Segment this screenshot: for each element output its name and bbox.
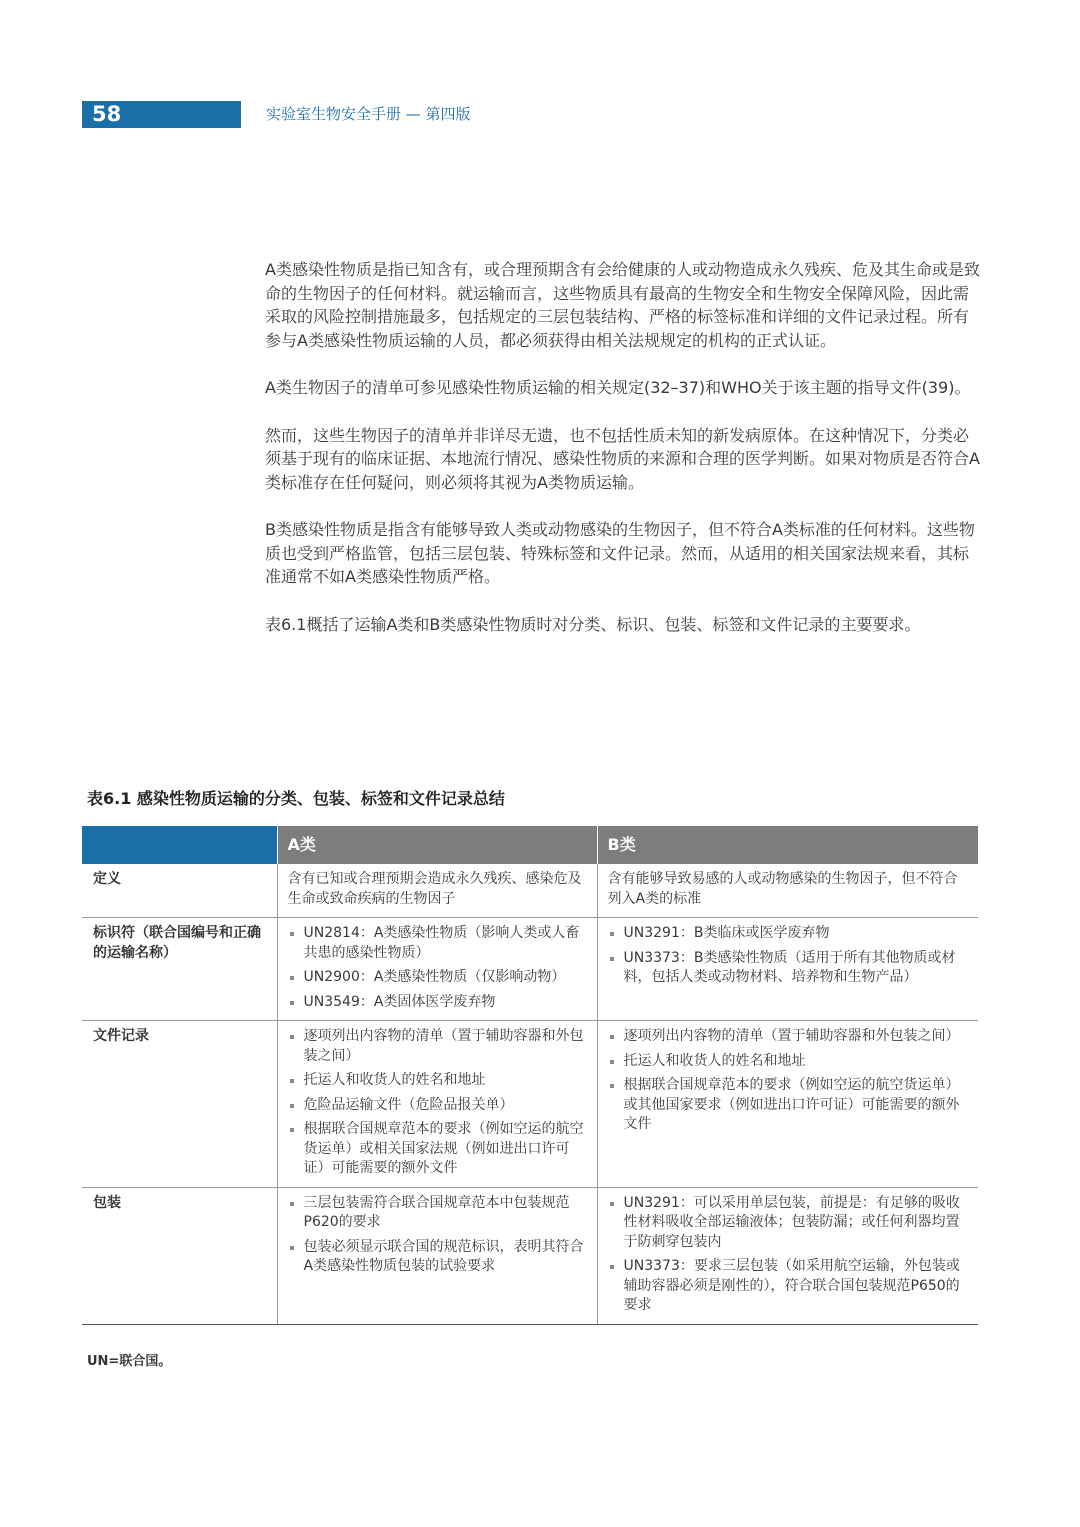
table-row [82, 918, 978, 1021]
cell-category-b [597, 1187, 978, 1324]
bullet-item: UN3549：A类固体医学废弃物 [288, 993, 587, 1013]
bullet-item: UN3373：B类感染性物质（适用于所有其他物质或材料，包括人类或动物材料、培养物和生物产品） [608, 949, 969, 988]
bullet-item: UN2900：A类感染性物质（仅影响动物） [288, 968, 587, 988]
bullet-list [288, 1194, 587, 1277]
table-row [82, 864, 978, 918]
bullet-item: UN3291：B类临床或医学废弃物 [608, 924, 969, 944]
cell-category-a [277, 1021, 597, 1188]
body-text [265, 258, 980, 660]
bullet-item: UN2814：A类感染性物质（影响人类或人畜共患的感染性物质） [288, 924, 587, 963]
bullet-list [608, 1194, 969, 1316]
table-caption: 表6.1 感染性物质运输的分类、包装、标签和文件记录总结 [87, 789, 505, 808]
bullet-item: 根据联合国规章范本的要求（例如空运的航空货运单）或相关国家法规（例如进出口许可证）可能需要的额外文件 [288, 1120, 587, 1179]
table-row [82, 1187, 978, 1324]
table-header-row [82, 826, 978, 864]
bullet-item: 三层包装需符合联合国规章范本中包装规范P620的要求 [288, 1194, 587, 1233]
bullet-item: 危险品运输文件（危险品报关单） [288, 1096, 587, 1116]
table-footnote: UN=联合国。 [87, 1354, 172, 1369]
running-title: 实验室生物安全手册 — 第四版 [266, 105, 471, 123]
bullet-item: 逐项列出内容物的清单（置于辅助容器和外包装之间） [608, 1027, 969, 1047]
cell-category-b: 含有能够导致易感的人或动物感染的生物因子，但不符合列入A类的标准 [597, 864, 978, 918]
row-label: 标识符（联合国编号和正确的运输名称） [82, 918, 277, 1021]
cell-category-a [277, 918, 597, 1021]
bullet-item: 托运人和收货人的姓名和地址 [288, 1071, 587, 1091]
paragraph: 表6.1概括了运输A类和B类感染性物质时对分类、标识、包装、标签和文件记录的主要要求。 [265, 614, 921, 634]
cell-category-a: 含有已知或合理预期会造成永久残疾、感染危及生命或致命疾病的生物因子 [277, 864, 597, 918]
bullet-item: 托运人和收货人的姓名和地址 [608, 1052, 969, 1072]
page-number: 58 [82, 101, 241, 128]
paragraph: A类生物因子的清单可参见感染性物质运输的相关规定(32–37)和WHO关于该主题的指导文件(39)。 [265, 378, 971, 397]
paragraph: 然而，这些生物因子的清单并非详尽无遗，也不包括性质未知的新发病原体。在这种情况下，分类必须基于现有的临床证据、本地流行情况、感染性物质的来源和合理的医学判断。如果对物质是否符合A类标准存在任何疑问，则必须将其视为A类物质运输。 [265, 425, 980, 492]
header-cell-blank [82, 826, 277, 864]
row-label: 文件记录 [82, 1021, 277, 1188]
bullet-item: UN3291：可以采用单层包装，前提是：有足够的吸收性材料吸收全部运输液体；包装防漏；或任何利器均置于防刺穿包装内 [608, 1194, 969, 1253]
bullet-list [288, 1027, 587, 1179]
paragraph: A类感染性物质是指已知含有，或合理预期含有会给健康的人或动物造成永久残疾、危及其生命或是致命的生物因子的任何材料。就运输而言，这些物质具有最高的生物安全和生物安全保障风险，因此需采取的风险控制措施最多，包括规定的三层包装结构、严格的标签标准和详细的文件记录过程。所有参与A类感染性物质运输的人员，都必须获得由相关法规规定的机构的正式认证。 [265, 260, 980, 350]
row-label: 包装 [82, 1187, 277, 1324]
header-cell-category-b: B类 [597, 826, 978, 864]
row-label: 定义 [82, 864, 277, 918]
header-cell-category-a: A类 [277, 826, 597, 864]
bullet-item: 根据联合国规章范本的要求（例如空运的航空货运单）或其他国家要求（例如进出口许可证）可能需要的额外文件 [608, 1076, 969, 1135]
page-header [82, 101, 982, 128]
bullet-item: 逐项列出内容物的清单（置于辅助容器和外包装之间） [288, 1027, 587, 1066]
bullet-item: UN3373：要求三层包装（如采用航空运输，外包装或辅助容器必须是刚性的），符合联合国包装规范P650的要求 [608, 1257, 969, 1316]
bullet-list [608, 924, 969, 988]
bullet-item: 包装必须显示联合国的规范标识，表明其符合A类感染性物质包装的试验要求 [288, 1238, 587, 1277]
table-row [82, 1021, 978, 1188]
cell-category-b [597, 1021, 978, 1188]
summary-table [82, 826, 978, 1325]
cell-category-b [597, 918, 978, 1021]
cell-category-a [277, 1187, 597, 1324]
bullet-list [288, 924, 587, 1012]
bullet-list [608, 1027, 969, 1135]
paragraph: B类感染性物质是指含有能够导致人类或动物感染的生物因子，但不符合A类标准的任何材料。这些物质也受到严格监管，包括三层包装、特殊标签和文件记录。然而，从适用的相关国家法规来看，其标准通常不如A类感染性物质严格。 [265, 520, 975, 586]
